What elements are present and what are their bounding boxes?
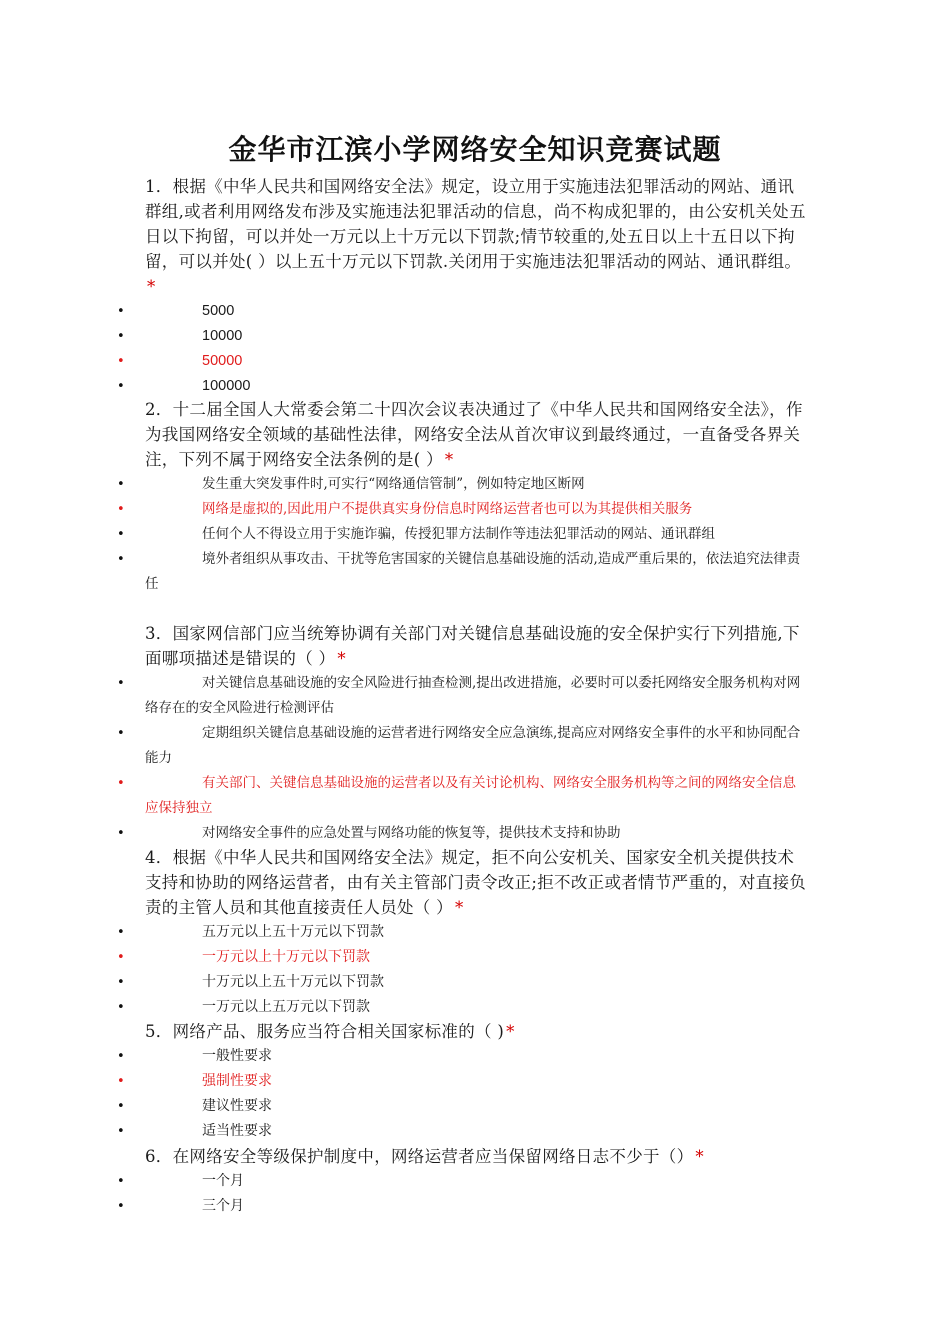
question-text-content: 2．十二届全国人大常委会第二十四次会议表决通过了《中华人民共和国网络安全法》，作为我国网络安全领域的基础性法律，网络安全法从首次审议到最终通过，一直备受各界关注，下列不属于网络安全法条例的是( ） (145, 400, 803, 469)
bullet-icon: • (117, 1000, 125, 1015)
option-item[interactable] (117, 671, 807, 721)
bullet-icon: • (117, 1099, 125, 1114)
option-list (117, 920, 807, 1020)
option-item[interactable] (117, 522, 807, 547)
bullet-icon: • (117, 676, 125, 691)
question-text-content: 3．国家网信部门应当统筹协调有关部门对关键信息基础设施的安全保护实行下列措施,下面哪项描述是错误的（ ） (145, 624, 800, 668)
option-item[interactable] (117, 721, 807, 771)
bullet-icon: • (117, 975, 125, 990)
option-list (117, 671, 807, 846)
option-item[interactable] (117, 374, 807, 399)
option-item[interactable] (117, 1119, 807, 1144)
option-label: 对网络安全事件的应急处置与网络功能的恢复等，提供技术支持和协助 (202, 825, 621, 841)
option-label: 定期组织关键信息基础设施的运营者进行网络安全应急演练,提高应对网络安全事件的水平和协同配合能力 (145, 725, 801, 766)
bullet-icon: • (117, 1124, 125, 1139)
option-item-correct[interactable] (117, 497, 807, 522)
option-item[interactable] (117, 547, 807, 597)
question-text-content: 4．根据《中华人民共和国网络安全法》规定，拒不向公安机关、国家安全机关提供技术支持和协助的网络运营者，由有关主管部门责令改正;拒不改正或者情节严重的，对直接负责的主管人员和其他直接责任人员处（ ） (145, 848, 807, 917)
bullet-icon: • (117, 379, 125, 394)
bullet-icon: • (117, 552, 125, 567)
question-text (145, 621, 807, 671)
question-text (145, 1019, 807, 1044)
option-label: 10000 (202, 328, 243, 344)
option-label: 三个月 (202, 1198, 244, 1214)
option-item-correct[interactable] (117, 771, 807, 821)
option-label: 一万元以上十万元以下罚款 (202, 949, 370, 965)
option-label: 十万元以上五十万元以下罚款 (202, 974, 384, 990)
question-5 (117, 1019, 807, 1144)
option-item-correct[interactable] (117, 349, 807, 374)
bullet-icon: • (117, 477, 125, 492)
option-label: 对关键信息基础设施的安全风险进行抽查检测,提出改进措施，必要时可以委托网络安全服务机构对网络存在的安全风险进行检测评估 (145, 675, 801, 716)
question-text-content: 1．根据《中华人民共和国网络安全法》规定，设立用于实施违法犯罪活动的网站、通讯群组,或者利用网络发布涉及实施违法犯罪活动的信息，尚不构成犯罪的，由公安机关处五日以下拘留，可以并处一万元以上十万元以下罚款;情节较重的,处五日以上十五日以下拘留，可以并处( ）以上五十万元以下罚款.关闭用于实施违法犯罪活动的网站、通讯群组。 (145, 177, 806, 271)
option-item[interactable] (117, 970, 807, 995)
question-6 (117, 1144, 807, 1219)
option-label: 一万元以上五万元以下罚款 (202, 999, 370, 1015)
bullet-icon: • (117, 826, 125, 841)
option-label: 50000 (202, 353, 243, 369)
option-label: 任何个人不得设立用于实施诈骗，传授犯罪方法制作等违法犯罪活动的网站、通讯群组 (202, 526, 715, 542)
option-list (117, 1169, 807, 1219)
option-item-correct[interactable] (117, 1069, 807, 1094)
option-label: 一般性要求 (202, 1048, 272, 1064)
required-star-icon: * (454, 898, 464, 917)
required-star-icon: * (147, 277, 156, 296)
question-text (145, 1144, 807, 1169)
bullet-icon: • (117, 304, 125, 319)
bullet-icon: • (117, 726, 125, 741)
question-text-content: 5．网络产品、服务应当符合相关国家标准的（ ) (145, 1022, 505, 1041)
option-list (117, 472, 807, 597)
option-label: 建议性要求 (202, 1098, 272, 1114)
option-label: 五万元以上五十万元以下罚款 (202, 924, 384, 940)
bullet-icon: • (117, 1199, 125, 1214)
question-3 (117, 621, 807, 846)
question-text (145, 845, 807, 920)
option-label: 适当性要求 (202, 1123, 272, 1139)
option-label: 5000 (202, 303, 235, 319)
required-star-icon: * (506, 1022, 515, 1041)
option-label: 境外者组织从事攻击、干扰等危害国家的关键信息基础设施的活动,造成严重后果的，依法追究法律责任 (145, 551, 801, 592)
option-label: 有关部门、关键信息基础设施的运营者以及有关讨论机构、网络安全服务机构等之间的网络安全信息应保持独立 (145, 775, 796, 816)
required-star-icon: * (695, 1147, 704, 1166)
option-label: 一个月 (202, 1173, 244, 1189)
bullet-icon: • (117, 502, 125, 517)
question-text-content: 6．在网络安全等级保护制度中，网络运营者应当保留网络日志不少于（） (145, 1147, 694, 1166)
option-item[interactable] (117, 1044, 807, 1069)
option-item[interactable] (117, 1169, 807, 1194)
option-item[interactable] (117, 472, 807, 497)
option-item-correct[interactable] (117, 945, 807, 970)
option-item[interactable] (117, 995, 807, 1020)
option-list (117, 1044, 807, 1144)
required-star-icon: * (337, 649, 346, 668)
option-label: 网络是虚拟的,因此用户不提供真实身份信息时网络运营者也可以为其提供相关服务 (202, 501, 693, 517)
bullet-icon: • (117, 1049, 125, 1064)
option-item[interactable] (117, 324, 807, 349)
question-2 (117, 397, 807, 597)
option-label: 发生重大突发事件时,可实行“网络通信管制”，例如特定地区断网 (202, 476, 585, 492)
option-label: 强制性要求 (202, 1073, 272, 1089)
bullet-icon: • (117, 329, 125, 344)
option-item[interactable] (117, 821, 807, 846)
bullet-icon: • (117, 527, 125, 542)
page-title: 金华市江滨小学网络安全知识竞赛试题 (228, 133, 722, 166)
bullet-icon: • (117, 1074, 125, 1089)
option-label: 100000 (202, 378, 251, 394)
bullet-icon: • (117, 1174, 125, 1189)
bullet-icon: • (117, 354, 125, 369)
question-1 (117, 174, 807, 399)
bullet-icon: • (117, 925, 125, 940)
question-text (145, 397, 807, 472)
option-item[interactable] (117, 299, 807, 324)
option-item[interactable] (117, 1094, 807, 1119)
option-item[interactable] (117, 920, 807, 945)
option-list (117, 299, 807, 399)
bullet-icon: • (117, 950, 125, 965)
required-star-icon: * (444, 450, 454, 469)
question-4 (117, 845, 807, 1020)
question-text (145, 174, 807, 299)
option-item[interactable] (117, 1194, 807, 1219)
bullet-icon: • (117, 776, 125, 791)
